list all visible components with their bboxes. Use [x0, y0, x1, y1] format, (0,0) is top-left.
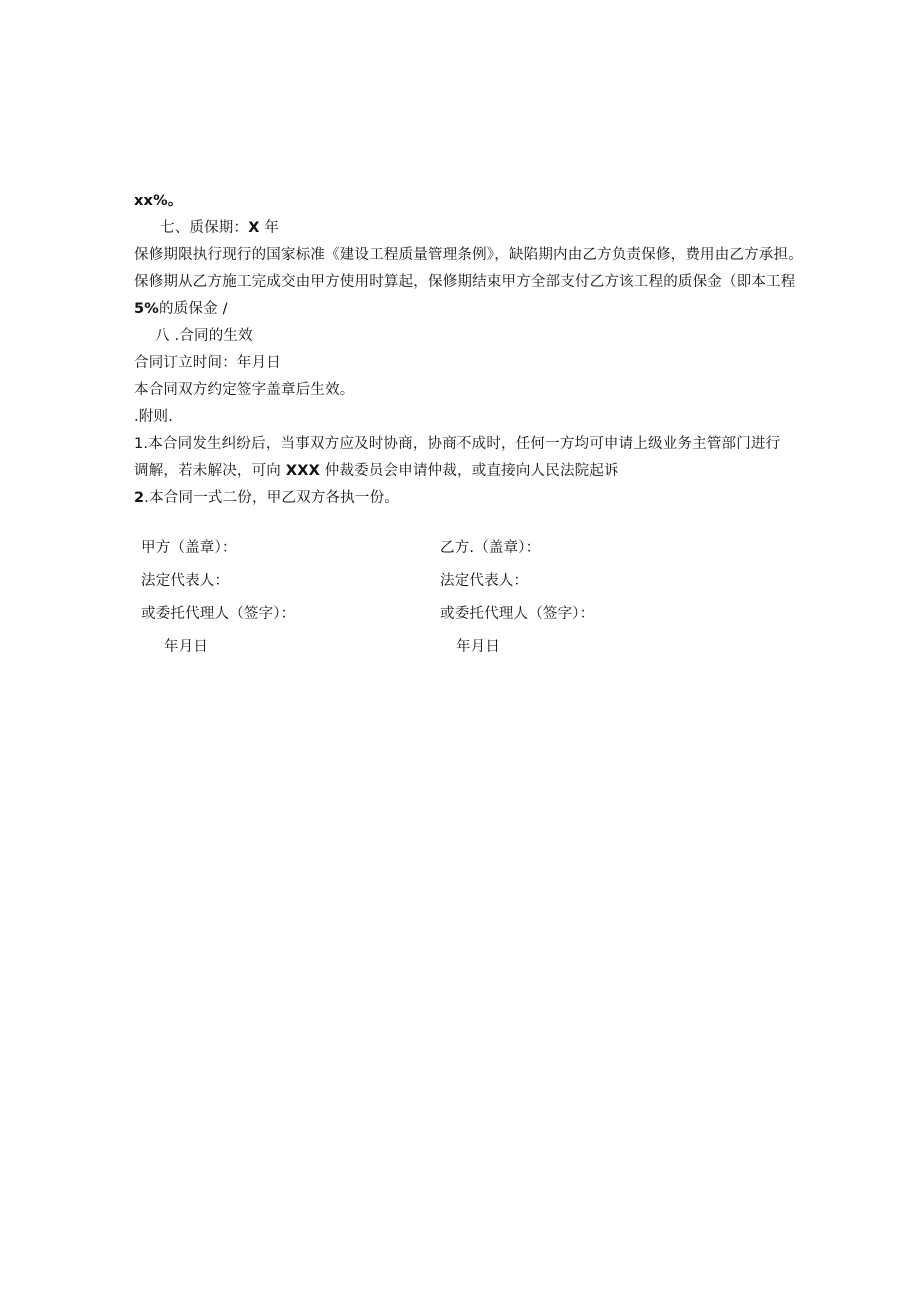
- clause-2-line: [134, 488, 399, 508]
- arbitration-placeholder: XXX: [285, 463, 320, 479]
- party-a-seal-label: 甲方（盖章）：: [141, 540, 237, 556]
- text-line-1: [134, 191, 183, 211]
- clause-1-line-2: [134, 461, 619, 481]
- clause-2-text: .本合同一式二份，甲乙双方各执一份。: [144, 490, 400, 506]
- warranty-years-placeholder: X: [248, 220, 260, 236]
- section-8-heading: 八 .合同的生效: [155, 328, 253, 344]
- clause-1-line-1: 1.本合同发生纠纷后，当事双方应及时协商，协商不成时，任何一方均可申请上级业务主管部门进行: [134, 436, 781, 452]
- warranty-years-unit: 年: [259, 220, 280, 236]
- party-a-date-label: 年月日: [164, 639, 209, 655]
- text-line-4: 保修期从乙方施工完成交由甲方使用时算起，保修期结束甲方全部支付乙方该工程的质保金（即本工程: [134, 274, 796, 290]
- text-line-5-rest: 的质保金 /: [159, 301, 228, 317]
- party-a-agent-label: 或委托代理人（签字）：: [141, 606, 296, 622]
- party-b-agent-label: 或委托代理人（签字）：: [440, 606, 595, 622]
- party-b-seal-label: 乙方.（盖章）：: [440, 540, 541, 556]
- section-7-heading: [160, 218, 279, 238]
- percent-value: 5%: [134, 301, 160, 317]
- clause-1-text-a: 调解，若未解决，可向: [134, 463, 286, 479]
- text-line-5: [134, 299, 228, 319]
- party-a-rep-label: 法定代表人：: [141, 573, 230, 589]
- party-b-rep-label: 法定代表人：: [440, 573, 529, 589]
- effective-clause: 本合同双方约定签字盖章后生效。: [134, 382, 355, 398]
- party-b-date-label: 年月日: [456, 639, 501, 655]
- section-7-label: 七、质保期：: [160, 220, 249, 236]
- text-line-3: 保修期限执行现行的国家标准《建设工程质量管理条例》，缺陷期内由乙方负责保修，费用由乙方承担。: [134, 247, 803, 263]
- appendix-heading: .附则.: [134, 409, 174, 425]
- percent-placeholder: xx%。: [134, 193, 183, 209]
- contract-date-line: 合同订立时间：年月日: [134, 355, 281, 371]
- clause-2-number: 2: [134, 490, 145, 506]
- clause-1-text-b: 仲裁委员会申请仲裁，或直接向人民法院起诉: [319, 463, 619, 479]
